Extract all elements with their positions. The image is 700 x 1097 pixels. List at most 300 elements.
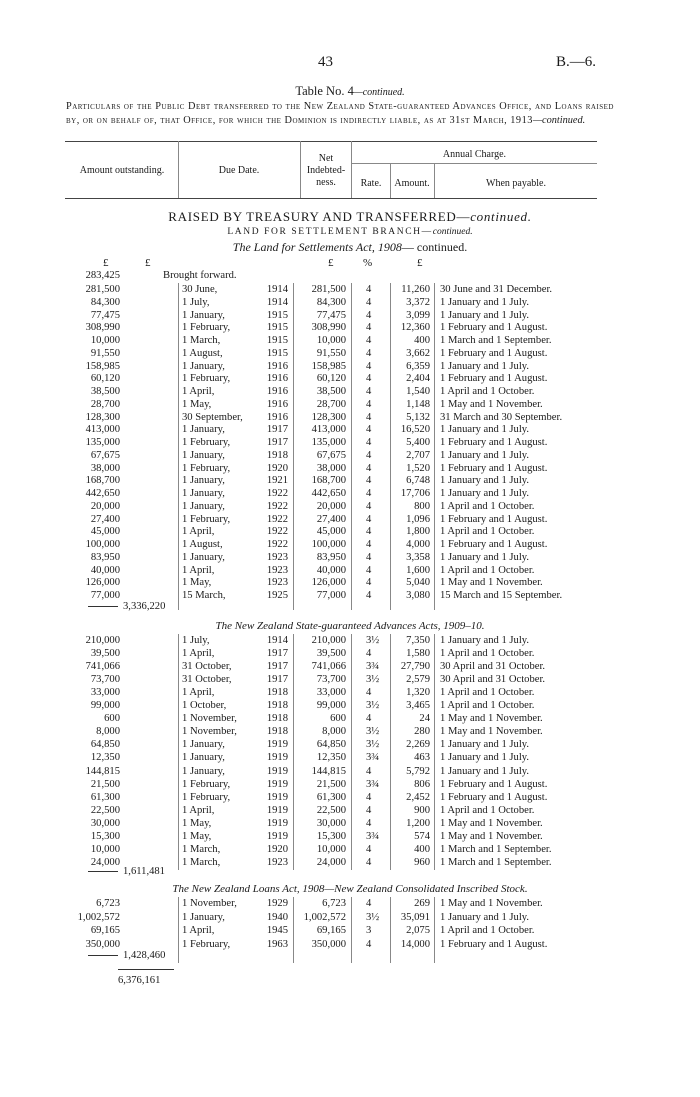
when-payable: 1 May and 1 November. — [440, 726, 543, 738]
net-indebtedness: 144,815 — [311, 765, 346, 777]
annual-amount: 35,091 — [400, 911, 430, 923]
due-date: 1 January, — [182, 360, 225, 372]
net-indebtedness: 210,000 — [311, 635, 346, 646]
table-row — [0, 474, 700, 487]
due-year: 1919 — [266, 791, 288, 803]
due-date: 1 November, — [182, 726, 237, 738]
annual-amount: 1,320 — [406, 687, 430, 699]
due-year: 1923 — [266, 564, 288, 576]
due-year: 1925 — [266, 590, 288, 601]
net-indebtedness: 158,985 — [311, 360, 346, 372]
due-date: 30 June, — [182, 284, 218, 295]
amount-outstanding: 442,650 — [85, 488, 120, 499]
interest-rate: 4 — [366, 804, 372, 816]
due-year: 1917 — [266, 437, 288, 448]
table-row — [0, 673, 700, 686]
table-row — [0, 347, 700, 360]
net-indebtedness: 40,000 — [316, 564, 346, 576]
net-indebtedness: 308,990 — [311, 322, 346, 334]
amount-outstanding: 84,300 — [90, 296, 120, 308]
interest-rate: 3¾ — [366, 752, 380, 764]
unit-pound: £ — [328, 257, 334, 269]
amount-outstanding: 600 — [104, 713, 120, 725]
net-indebtedness: 8,000 — [322, 726, 346, 738]
interest-rate: 4 — [366, 309, 372, 321]
amount-outstanding: 91,550 — [90, 347, 120, 359]
due-date: 1 February, — [182, 938, 231, 950]
annual-amount: 3,372 — [406, 296, 430, 308]
annual-amount: 960 — [414, 856, 430, 868]
table-title-suffix: —continued. — [353, 87, 405, 98]
when-payable: 1 March and 1 September. — [440, 843, 552, 855]
act-heading — [0, 240, 700, 255]
due-year: 1940 — [266, 911, 288, 923]
table-row — [0, 334, 700, 347]
annual-amount: 5,132 — [406, 411, 430, 423]
amount-outstanding: 77,000 — [90, 590, 120, 601]
table-row — [0, 411, 700, 424]
table-row — [0, 321, 700, 334]
table-row — [0, 436, 700, 449]
amount-outstanding: 21,500 — [90, 778, 120, 790]
amount-outstanding: 10,000 — [90, 843, 120, 855]
particulars-text: Particulars of the Public Debt transferred to the New Zealand State-guaranteed Advances Office, and Loans raised by, or on behalf of, that Office, for which the Dominion is indirectly liable, as at 31st March, 1913 — [66, 101, 614, 126]
due-date: 30 September, — [182, 411, 243, 423]
due-year: 1918 — [266, 687, 288, 699]
amount-outstanding: 60,120 — [90, 373, 120, 385]
table-row — [0, 804, 700, 817]
table-row — [0, 830, 700, 843]
due-date: 1 August, — [182, 539, 223, 550]
act-heading-suffix: — continued. — [401, 240, 468, 254]
net-indebtedness: 27,400 — [316, 513, 346, 525]
due-date: 1 February, — [182, 322, 231, 334]
amount-outstanding: 73,700 — [90, 674, 120, 686]
when-payable: 1 January and 1 July. — [440, 488, 530, 499]
table-title — [0, 84, 700, 99]
amount-outstanding: 10,000 — [90, 335, 120, 346]
interest-rate: 4 — [366, 590, 372, 601]
net-indebtedness: 12,350 — [316, 752, 346, 764]
annual-amount: 5,400 — [406, 437, 430, 448]
annual-amount: 27,790 — [400, 661, 430, 673]
due-date: 1 July, — [182, 635, 210, 646]
due-date: 31 October, — [182, 674, 232, 686]
due-year: 1919 — [266, 804, 288, 816]
due-year: 1921 — [266, 475, 288, 487]
table-row — [0, 738, 700, 751]
table-row — [0, 309, 700, 322]
amount-outstanding: 39,500 — [90, 648, 120, 660]
interest-rate: 3½ — [366, 674, 380, 686]
amount-outstanding: 308,990 — [85, 322, 120, 334]
due-date: 1 January, — [182, 309, 225, 321]
net-indebtedness: 600 — [330, 713, 346, 725]
when-payable: 1 January and 1 July. — [440, 424, 530, 436]
table-row — [0, 765, 700, 778]
column-header-annual-charge: Annual Charge. — [442, 149, 507, 160]
due-date: 1 January, — [182, 752, 225, 764]
annual-amount: 1,800 — [406, 526, 430, 538]
net-indebtedness: 91,550 — [316, 347, 346, 359]
page-number: 43 — [318, 54, 333, 70]
due-date: 1 May, — [182, 577, 212, 589]
due-date: 1 May, — [182, 398, 212, 410]
due-date: 1 April, — [182, 526, 215, 538]
subtotal-value: 3,336,220 — [123, 601, 166, 612]
annual-amount: 1,600 — [406, 564, 430, 576]
annual-amount: 1,148 — [406, 398, 430, 410]
net-indebtedness: 64,850 — [316, 739, 346, 751]
interest-rate: 4 — [366, 322, 372, 334]
due-year: 1917 — [266, 661, 288, 673]
subtotal-value: 1,611,481 — [123, 866, 165, 877]
annual-amount: 269 — [414, 898, 430, 909]
column-header-amount: Amount outstanding. — [79, 165, 165, 176]
amount-outstanding: 40,000 — [90, 564, 120, 576]
header-divider — [178, 141, 179, 198]
interest-rate: 4 — [366, 564, 372, 576]
net-indebtedness: 28,700 — [316, 398, 346, 410]
due-year: 1916 — [266, 360, 288, 372]
due-date: 31 October, — [182, 661, 232, 673]
annual-amount: 2,404 — [406, 373, 430, 385]
net-indebtedness: 33,000 — [316, 687, 346, 699]
interest-rate: 4 — [366, 648, 372, 660]
table-row — [0, 647, 700, 660]
when-payable: 1 April and 1 October. — [440, 804, 535, 816]
due-year: 1919 — [266, 778, 288, 790]
amount-outstanding: 27,400 — [90, 513, 120, 525]
when-payable: 1 February and 1 August. — [440, 778, 548, 790]
unit-percent: % — [363, 257, 373, 269]
when-payable: 1 May and 1 November. — [440, 577, 543, 589]
interest-rate: 4 — [366, 513, 372, 525]
table-row — [0, 938, 700, 951]
net-indebtedness: 168,700 — [311, 475, 346, 487]
annual-amount: 280 — [414, 726, 430, 738]
when-payable: 1 February and 1 August. — [440, 462, 548, 474]
annual-amount: 5,040 — [406, 577, 430, 589]
net-indebtedness: 45,000 — [316, 526, 346, 538]
table-row — [0, 686, 700, 699]
net-indebtedness: 22,500 — [316, 804, 346, 816]
amount-outstanding: 100,000 — [85, 539, 120, 550]
when-payable: 1 April and 1 October. — [440, 700, 535, 712]
due-year: 1915 — [266, 322, 288, 334]
due-year: 1914 — [266, 296, 288, 308]
due-date: 1 February, — [182, 373, 231, 385]
annual-amount: 4,000 — [406, 539, 430, 550]
due-date: 1 January, — [182, 424, 225, 436]
annual-amount: 1,520 — [406, 462, 430, 474]
table-row — [0, 423, 700, 436]
due-date: 1 July, — [182, 296, 210, 308]
header-top-rule — [65, 141, 597, 142]
when-payable: 1 January and 1 July. — [440, 752, 530, 764]
brought-forward-amount: 283,425 — [85, 270, 120, 281]
table-row — [0, 360, 700, 373]
interest-rate: 4 — [366, 462, 372, 474]
due-date: 1 January, — [182, 500, 225, 512]
net-indebtedness: 100,000 — [311, 539, 346, 550]
table-row — [0, 634, 700, 647]
unit-pound: £ — [145, 257, 151, 269]
amount-outstanding: 15,300 — [90, 830, 120, 842]
interest-rate: 4 — [366, 296, 372, 308]
table-row — [0, 500, 700, 513]
when-payable: 1 February and 1 August. — [440, 938, 548, 950]
when-payable: 1 February and 1 August. — [440, 347, 548, 359]
when-payable: 31 March and 30 September. — [440, 411, 563, 423]
due-date: 1 January, — [182, 739, 225, 751]
net-indebtedness: 38,500 — [316, 386, 346, 397]
net-indebtedness: 281,500 — [311, 284, 346, 295]
interest-rate: 4 — [366, 551, 372, 563]
due-year: 1916 — [266, 411, 288, 423]
due-date: 1 April, — [182, 804, 215, 816]
interest-rate: 3¾ — [366, 661, 380, 673]
interest-rate: 4 — [366, 360, 372, 372]
amount-outstanding: 61,300 — [90, 791, 120, 803]
due-date: 1 January, — [182, 449, 225, 461]
due-date: 1 February, — [182, 513, 231, 525]
interest-rate: 4 — [366, 791, 372, 803]
act-heading-text: The Land for Settlements Act, 1908 — [232, 240, 402, 254]
amount-outstanding: 20,000 — [90, 500, 120, 512]
table-row — [0, 897, 700, 910]
due-date: 1 February, — [182, 791, 231, 803]
interest-rate: 3½ — [366, 700, 380, 712]
interest-rate: 3½ — [366, 635, 380, 646]
table-row — [0, 778, 700, 791]
amount-outstanding: 210,000 — [85, 635, 120, 646]
annual-amount: 574 — [414, 830, 430, 842]
table-row — [0, 296, 700, 309]
act-heading-loans: The New Zealand Loans Act, 1908—New Zealand Consolidated Inscribed Stock. — [172, 883, 528, 895]
amount-outstanding: 64,850 — [90, 739, 120, 751]
amount-outstanding: 69,165 — [90, 925, 120, 936]
interest-rate: 3½ — [366, 739, 380, 751]
annual-amount: 6,748 — [406, 475, 430, 487]
table-row — [0, 843, 700, 856]
table-row — [0, 462, 700, 475]
due-year: 1920 — [266, 462, 288, 474]
table-row — [0, 372, 700, 385]
amount-outstanding: 350,000 — [85, 938, 120, 950]
due-year: 1922 — [266, 500, 288, 512]
interest-rate: 4 — [366, 386, 372, 397]
subtotal-value: 1,428,460 — [123, 950, 166, 961]
interest-rate: 4 — [366, 526, 372, 538]
amount-outstanding: 38,000 — [90, 462, 120, 474]
table-row — [0, 576, 700, 589]
due-date: 1 April, — [182, 925, 215, 936]
when-payable: 1 January and 1 July. — [440, 635, 530, 646]
annual-amount: 2,707 — [406, 449, 430, 461]
document-reference: B.—6. — [555, 54, 596, 70]
due-year: 1918 — [266, 700, 288, 712]
interest-rate: 4 — [366, 347, 372, 359]
when-payable: 1 February and 1 August. — [440, 322, 548, 334]
amount-outstanding: 33,000 — [90, 687, 120, 699]
due-year: 1923 — [266, 551, 288, 563]
table-row — [0, 660, 700, 673]
table-row — [0, 751, 700, 764]
when-payable: 30 April and 31 October. — [440, 661, 546, 673]
amount-outstanding: 135,000 — [85, 437, 120, 448]
table-row — [0, 911, 700, 924]
due-date: 1 March, — [182, 335, 221, 346]
amount-outstanding: 83,950 — [90, 551, 120, 563]
when-payable: 1 April and 1 October. — [440, 687, 535, 699]
interest-rate: 4 — [366, 817, 372, 829]
table-row — [0, 283, 700, 296]
annual-amount: 11,260 — [401, 284, 430, 295]
header-bottom-rule — [65, 198, 597, 199]
amount-outstanding: 45,000 — [90, 526, 120, 538]
table-row — [0, 564, 700, 577]
due-date: 1 November, — [182, 898, 237, 909]
annual-amount: 2,452 — [406, 791, 430, 803]
due-date: 1 August, — [182, 347, 223, 359]
amount-outstanding: 128,300 — [85, 411, 120, 423]
due-year: 1945 — [266, 925, 288, 936]
due-year: 1920 — [266, 843, 288, 855]
net-indebtedness: 135,000 — [311, 437, 346, 448]
due-year: 1922 — [266, 539, 288, 550]
annual-amount: 17,706 — [400, 488, 430, 499]
due-date: 1 May, — [182, 817, 212, 829]
due-year: 1916 — [266, 398, 288, 410]
when-payable: 1 January and 1 July. — [440, 360, 530, 372]
due-date: 1 February, — [182, 778, 231, 790]
due-date: 1 April, — [182, 386, 215, 397]
when-payable: 1 January and 1 July. — [440, 765, 530, 777]
due-year: 1923 — [266, 856, 288, 868]
due-date: 1 November, — [182, 713, 237, 725]
net-indebtedness: 67,675 — [316, 449, 346, 461]
when-payable: 1 May and 1 November. — [440, 713, 543, 725]
grand-total: 6,376,161 — [118, 975, 161, 986]
due-year: 1915 — [266, 309, 288, 321]
interest-rate: 3½ — [366, 911, 380, 923]
due-date: 1 January, — [182, 488, 225, 499]
due-date: 1 February, — [182, 462, 231, 474]
interest-rate: 4 — [366, 898, 372, 909]
annual-amount: 12,360 — [400, 322, 430, 334]
due-year: 1922 — [266, 488, 288, 499]
grand-total-rule — [118, 969, 174, 970]
amount-outstanding: 28,700 — [90, 398, 120, 410]
annual-amount: 3,465 — [406, 700, 430, 712]
amount-outstanding: 77,475 — [90, 309, 120, 321]
annual-amount: 3,099 — [406, 309, 430, 321]
column-header-when-payable: When payable. — [486, 178, 546, 189]
net-indebtedness: 15,300 — [316, 830, 346, 842]
due-year: 1917 — [266, 648, 288, 660]
table-row — [0, 398, 700, 411]
section-heading-text: RAISED BY TREASURY AND TRANSFERRED— — [168, 209, 471, 224]
annual-amount: 3,662 — [406, 347, 430, 359]
amount-outstanding: 67,675 — [90, 449, 120, 461]
amount-outstanding: 38,500 — [90, 386, 120, 397]
due-year: 1919 — [266, 765, 288, 777]
when-payable: 1 January and 1 July. — [440, 911, 530, 923]
when-payable: 1 March and 1 September. — [440, 856, 552, 868]
table-row — [0, 924, 700, 937]
due-date: 1 March, — [182, 843, 221, 855]
annual-amount: 2,075 — [406, 925, 430, 936]
interest-rate: 4 — [366, 687, 372, 699]
when-payable: 1 April and 1 October. — [440, 564, 535, 576]
interest-rate: 4 — [366, 284, 372, 295]
net-indebtedness: 69,165 — [316, 925, 346, 936]
amount-outstanding: 281,500 — [85, 284, 120, 295]
table-row — [0, 817, 700, 830]
due-year: 1923 — [266, 577, 288, 589]
when-payable: 1 April and 1 October. — [440, 386, 535, 397]
when-payable: 1 May and 1 November. — [440, 398, 543, 410]
table-row — [0, 725, 700, 738]
annual-amount: 1,580 — [406, 648, 430, 660]
due-date: 1 January, — [182, 765, 225, 777]
table-row — [0, 712, 700, 725]
when-payable: 1 March and 1 September. — [440, 335, 552, 346]
amount-outstanding: 741,066 — [85, 661, 120, 673]
branch-heading — [0, 227, 700, 237]
annual-amount: 14,000 — [400, 938, 430, 950]
section-heading-suffix: continued. — [470, 209, 532, 224]
net-indebtedness: 38,000 — [316, 462, 346, 474]
due-year: 1963 — [266, 938, 288, 950]
table-row — [0, 551, 700, 564]
table-row — [0, 525, 700, 538]
due-date: 1 January, — [182, 475, 225, 487]
net-indebtedness: 20,000 — [316, 500, 346, 512]
amount-outstanding: 12,350 — [90, 752, 120, 764]
interest-rate: 3 — [366, 925, 372, 936]
due-date: 1 March, — [182, 856, 221, 868]
table-title-main: Table No. 4 — [295, 84, 354, 98]
annual-amount: 2,579 — [406, 674, 430, 686]
particulars-suffix: —continued. — [532, 114, 586, 126]
when-payable: 1 April and 1 October. — [440, 500, 535, 512]
branch-heading-suffix: continued. — [432, 227, 473, 237]
header-annual-rule — [351, 163, 597, 164]
amount-outstanding: 413,000 — [85, 424, 120, 436]
table-row — [0, 513, 700, 526]
due-year: 1915 — [266, 347, 288, 359]
amount-outstanding: 99,000 — [90, 700, 120, 712]
due-year: 1919 — [266, 752, 288, 764]
interest-rate: 4 — [366, 765, 372, 777]
interest-rate: 4 — [366, 335, 372, 346]
when-payable: 1 February and 1 August. — [440, 437, 548, 448]
amount-outstanding: 24,000 — [90, 856, 120, 868]
annual-amount: 1,540 — [406, 386, 430, 397]
net-indebtedness: 30,000 — [316, 817, 346, 829]
table-row — [0, 699, 700, 712]
due-date: 15 March, — [182, 590, 226, 601]
when-payable: 1 May and 1 November. — [440, 817, 543, 829]
table-row — [0, 487, 700, 500]
net-indebtedness: 39,500 — [316, 648, 346, 660]
when-payable: 1 February and 1 August. — [440, 791, 548, 803]
net-indebtedness: 10,000 — [316, 843, 346, 855]
due-year: 1919 — [266, 830, 288, 842]
due-date: 1 May, — [182, 830, 212, 842]
